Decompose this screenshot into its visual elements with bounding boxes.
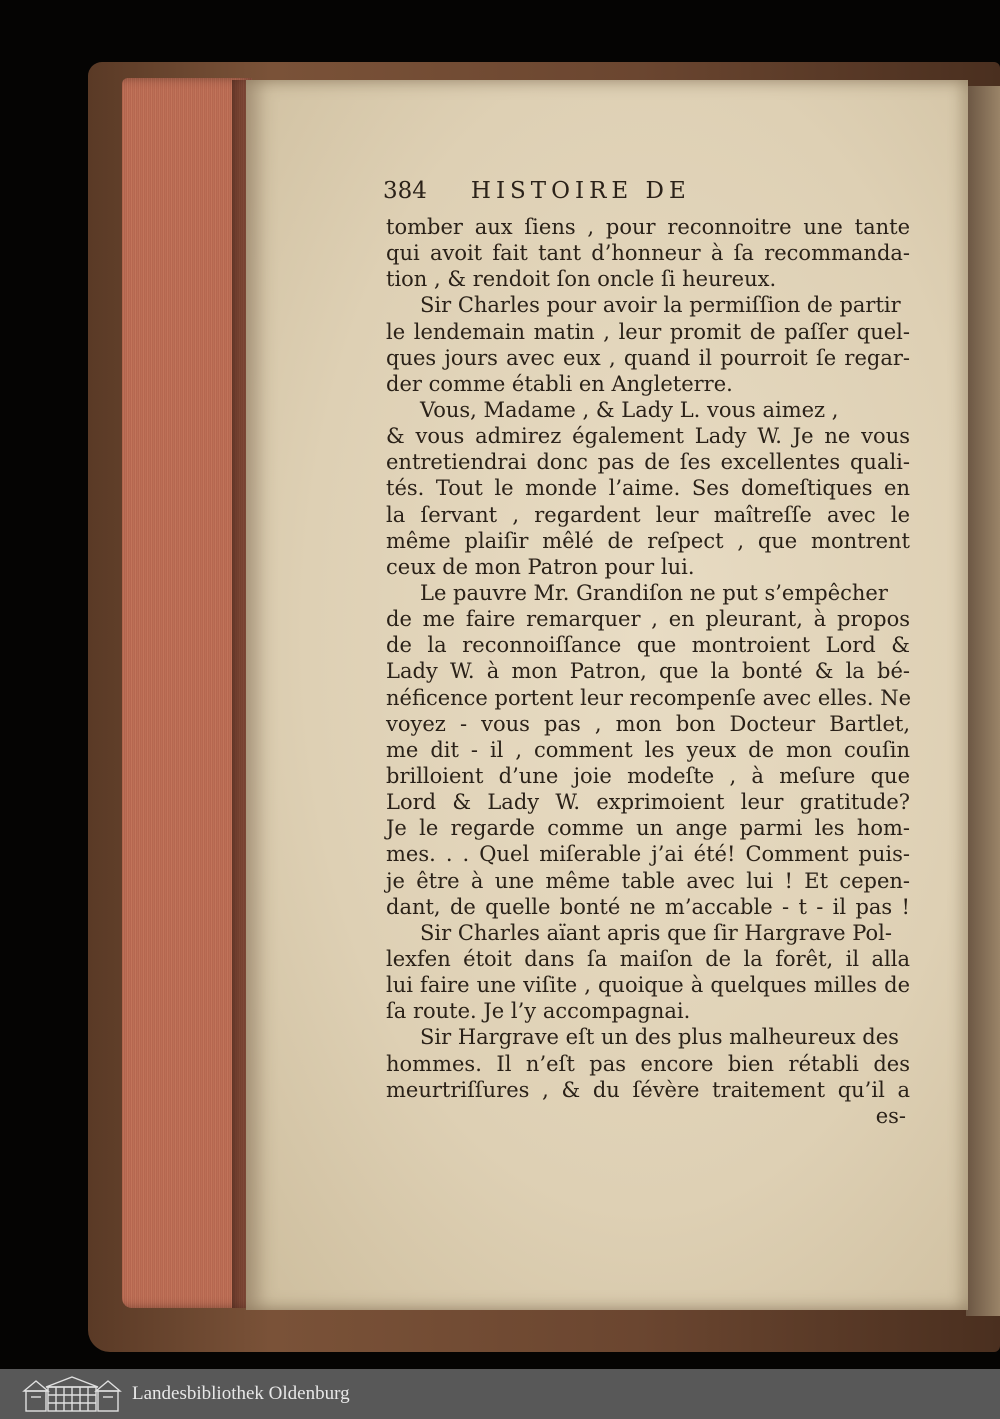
running-head [383, 178, 903, 212]
text-line: Sir Charles aïant apris que ſir Hargrave Pol- [420, 920, 892, 945]
text-line: le lendemain matin , leur promit de paſſer quel- [386, 319, 910, 344]
text-line: Vous, Madame , & Lady L. vous aimez , [420, 397, 839, 422]
text-line: lui faire une viſite , quoique à quelques milles de [386, 973, 910, 998]
text-line: Sir Hargrave eſt un des plus malheureux des [420, 1025, 899, 1050]
library-building-logo-icon [22, 1375, 122, 1413]
text-line: ceux de mon Patron pour lui. [386, 554, 695, 579]
text-line: Je le regarde comme un ange parmi les hom- [386, 816, 910, 841]
text-line: Lady W. à mon Patron, que la bonté & la bé- [386, 659, 910, 684]
text-line: meurtriſſures , & du ſévère traitement qu’il a [386, 1077, 910, 1102]
text-line: tés. Tout le monde l’aime. Ses domeſtiques en [386, 476, 910, 501]
text-line: tion , & rendoit ſon oncle ſi heureux. [386, 267, 777, 292]
text-line: voyez - vous pas , mon bon Docteur Bartlet, [386, 711, 910, 736]
text-line: tomber aux ſiens , pour reconnoitre une tante [386, 215, 910, 239]
text-line: Le pauvre Mr. Grandiſon ne put s’empêcher [420, 580, 888, 605]
text-line: ques jours avec eux , quand il pourroit ſe regar- [386, 345, 910, 370]
body-text [386, 214, 910, 1129]
text-line: néficence portent leur recompenſe avec elles. Ne [386, 685, 912, 710]
footer-bar [0, 1369, 1000, 1419]
text-line: de me faire remarquer , en pleurant, à propos [386, 607, 910, 632]
text-line: der comme établi en Angleterre. [386, 371, 733, 396]
library-name: Landesbibliothek Oldenburg [132, 1383, 350, 1404]
text-line: lexfen étoit dans ſa maiſon de la forêt, il alla [386, 946, 910, 971]
facing-page-edge [966, 86, 1000, 1316]
catchword: es- [875, 1103, 906, 1128]
text-line: de la reconnoiſſance que montroient Lord & [386, 633, 910, 658]
text-line: même plaiſir mêlé de reſpect , que montrent [386, 528, 910, 553]
running-title: HISTOIRE DE [470, 178, 691, 204]
text-line: qui avoit fait tant d’honneur à ſa recommanda- [386, 241, 910, 266]
text-line: entretiendrai donc pas de ſes excellentes quali- [386, 450, 910, 475]
page-number: 384 [383, 178, 427, 204]
text-line: la ſervant , regardent leur maîtreſſe avec le [386, 502, 910, 527]
text-line: hommes. Il n’eſt pas encore bien rétabli des [386, 1051, 910, 1076]
text-line: & vous admirez également Lady W. Je ne vous [386, 424, 910, 449]
text-line: Lord & Lady W. exprimoient leur gratitude? [386, 790, 910, 815]
text-line: dant, de quelle bonté ne m’accable - t - il pas ! [386, 894, 910, 919]
text-line: je être à une même table avec lui ! Et cepen- [386, 868, 910, 893]
text-line: me dit - il , comment les yeux de mon couſin [386, 737, 910, 762]
text-line: mes. . . Quel miſerable j’ai été! Comment puis- [386, 842, 910, 867]
text-line: brilloient d’une joie modeſte , à meſure que [386, 763, 910, 788]
text-line: Sir Charles pour avoir la permiſſion de partir [420, 293, 901, 318]
text-line: ſa route. Je l’y accompagnai. [386, 999, 691, 1024]
